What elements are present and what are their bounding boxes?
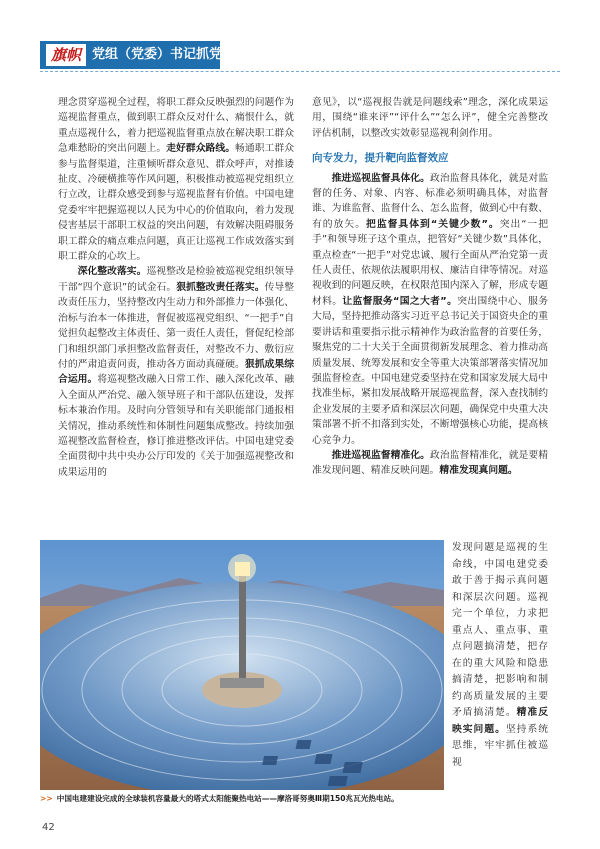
column-logo: 旗帜 [46,44,86,66]
right-column [312,95,548,479]
section-heading: 向专发力，提升靶向监督效应 [312,152,449,165]
solar-tower-plant-photo [40,540,444,790]
paragraph: 推进巡视监督具体化。政治监督具体化，就是对监督的任务、对象、内容、标准必须明确具体，对监督谁、为谁监督、监督什么、怎么监督，做到心中有数、有的放矢。把监督具体到“关键少数”。突出“一把手”和领导班子这个重点，把管好“关键少数”具体化，重点检查“一把手”对党忠诚、履行全面从严治党第一责任人责任、依规依法履职用权、廉洁自律等情况。对巡视收到的问题反映，在权限范围内深入了解，形成专题材料。让监督服务“国之大者”。突出围绕中心、服务大局，坚持把推动落实习近平总书记关于国资央企的重要讲话和重要指示批示精神作为政治监督的首要任务，聚焦党的二十大关于全面贯彻新发展理念、着力推动高质量发展、统筹发展和安全等重大决策部署落实情况加强监督检查。中国电建党委坚持在党和国家发展大局中找准坐标，紧扣发展战略开展巡视监督，深入查找制约企业发展的主要矛盾和深层次问题，确保党中央重大决策部署不折不扣落到实处，不断增强核心功能，提高核心竞争力。 [312,172,549,446]
left-column [58,95,294,480]
header-divider [40,71,560,72]
right-column-narrow [452,540,548,771]
paragraph: 推进巡视监督精准化。政治监督精准化，就是要精准发现问题、精准反映问题。精准发现真问题。 [312,449,549,477]
paragraph: 发现问题是巡视的生命线，中国电建党委敢于善于揭示真问题和深层次问题。巡视完一个单位，力求把重点人、重点事、重点问题搞清楚，把存在的重大风险和隐患搞清楚，把影响和制约高质量发展的主要矛盾搞清楚。精准反映实问题。坚持系统思维，牢牢抓住被巡视 [452,542,549,768]
photo-caption: >> 中国电建建设完成的全球装机容量最大的塔式太阳能聚热电站——摩洛哥努奥Ⅲ期150兆瓦光热电站。 [40,794,399,803]
paragraph: 深化整改落实。巡视整改是检验被巡视党组织领导干部“四个意识”的试金石。狠抓整改责任落实。传导整改责任压力，坚持整改内生动力和外部推力一体强化、治标与治本一体推进，督促被巡视党组织、“一把手”自觉担负起整改主体责任、第一责任人责任，督促纪检部门和组织部门承担整改监督责任，对整改不力、敷衍应付的严肃追责问责，推动各方面动真碰硬。狠抓成果综合运用。将巡视整改融入日常工作、融入深化改革、融入全面从严治党、融入领导班子和干部队伍建设，发挥标本兼治作用。及时向分管领导和有关职能部门通报相关情况，推动系统性和体制性问题集成整改。持续加强巡视整改监督检查，修订推进整改评估。中国电建党委全面贯彻中共中央办公厅印发的《关于加强巡视整改和成果运用的 [58,266,295,478]
paragraph: 意见》，以“巡视报告就是问题线索”理念，深化成果运用，围绕“谁来评”“评什么”“怎么评”，健全完善整改评估机制，以整改实效彰显巡视利剑作用。 [312,97,548,139]
column-title: 党组（党委）书记抓党建 [92,47,236,62]
caption-marker: >> [40,794,53,803]
paragraph: 理念贯穿巡视全过程，将职工群众反映强烈的问题作为巡视监督重点，做到职工群众反对什么、痛恨什么，就重点巡视什么，着力把巡视监督重点放在解决职工群众急难愁盼的突出问题上。走好群众路线。畅通职工群众参与监督渠道，注重倾听群众意见、群众呼声，对推诿扯皮、冷硬横推等作风问题，积极推动被巡视党组织立行立改，让群众感受到参与巡视监督有价值。中国电建党委牢牢把握巡视以人民为中心的价值取向，着力发现侵害基层干部职工权益的突出问题，有效解决阻碍服务职工群众的痛点难点问题，真正让巡视工作成效落实到职工群众的心坎上。 [58,97,295,263]
page-number: 42 [42,822,55,833]
